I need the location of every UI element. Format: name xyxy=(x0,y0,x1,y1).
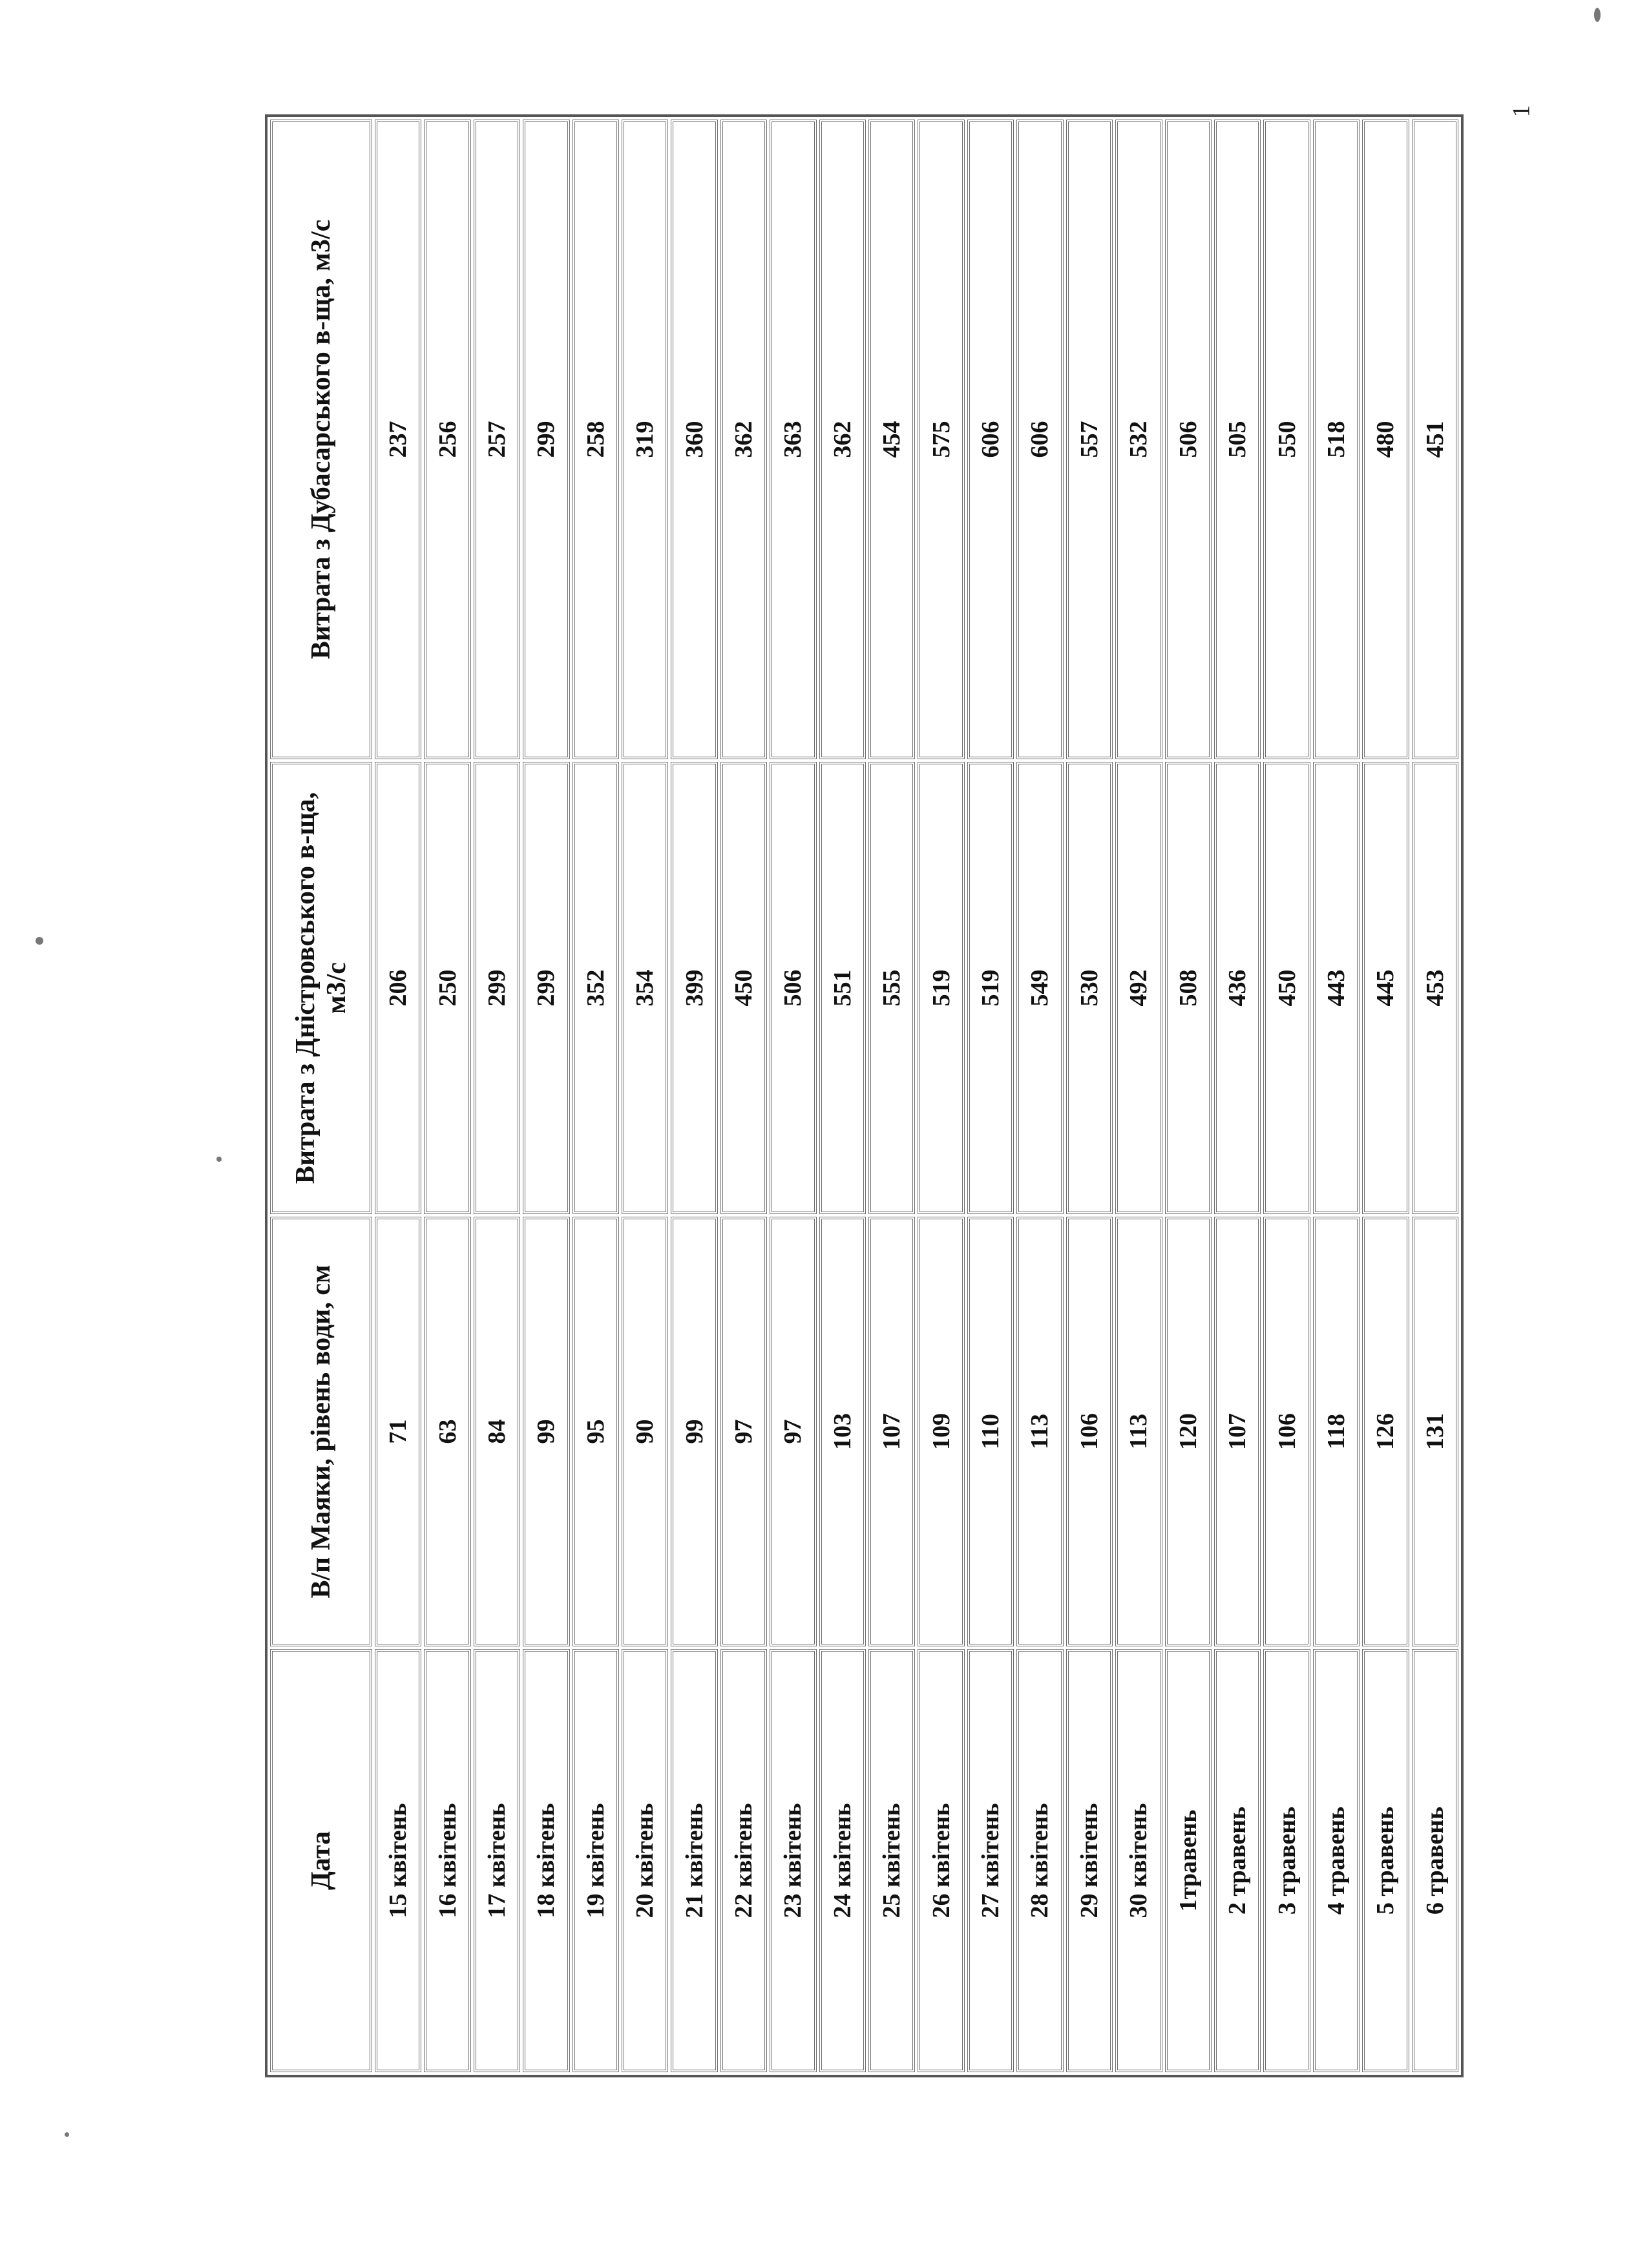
date-cell: 3 травень xyxy=(1263,1649,1310,2072)
table-row xyxy=(918,120,964,2072)
water-level-cell: 113 xyxy=(1016,1217,1063,1646)
date-cell: 15 квітень xyxy=(375,1649,421,2072)
dnister-discharge-cell: 551 xyxy=(819,762,866,1214)
header-dnister-discharge: Витрата з Дністровського в-ща, м3/с xyxy=(270,762,372,1214)
water-level-cell: 95 xyxy=(572,1217,619,1646)
water-level-cell: 120 xyxy=(1165,1217,1212,1646)
dubasar-discharge-cell: 237 xyxy=(375,120,421,759)
dubasar-discharge-cell: 258 xyxy=(572,120,619,759)
water-level-cell: 103 xyxy=(819,1217,866,1646)
table-row xyxy=(671,120,717,2072)
dnister-discharge-cell: 555 xyxy=(868,762,915,1214)
water-level-cell: 97 xyxy=(720,1217,767,1646)
scan-speck xyxy=(1594,8,1601,22)
date-cell: 18 квітень xyxy=(523,1649,569,2072)
date-cell: 29 квітень xyxy=(1066,1649,1113,2072)
rotated-table-inner xyxy=(265,132,1464,2077)
date-cell: 24 квітень xyxy=(819,1649,866,2072)
dnister-discharge-cell: 399 xyxy=(671,762,717,1214)
water-level-cell: 106 xyxy=(1066,1217,1113,1646)
dubasar-discharge-cell: 557 xyxy=(1066,120,1113,759)
water-level-cell: 97 xyxy=(770,1217,816,1646)
table-row xyxy=(1115,120,1162,2072)
water-level-cell: 63 xyxy=(424,1217,470,1646)
water-level-cell: 107 xyxy=(868,1217,915,1646)
table-row xyxy=(967,120,1014,2072)
date-cell: 1травень xyxy=(1165,1649,1212,2072)
table-row xyxy=(1165,120,1212,2072)
dnister-discharge-cell: 443 xyxy=(1313,762,1360,1214)
dnister-discharge-cell: 206 xyxy=(375,762,421,1214)
dubasar-discharge-cell: 550 xyxy=(1263,120,1310,759)
rotated-table-wrapper xyxy=(265,132,1464,2077)
date-cell: 25 квітень xyxy=(868,1649,915,2072)
header-dubasar-discharge: Витрата з Дубасарського в-ща, м3/с xyxy=(270,120,372,759)
water-level-cell: 131 xyxy=(1412,1217,1458,1646)
dubasar-discharge-cell: 518 xyxy=(1313,120,1360,759)
date-cell: 28 квітень xyxy=(1016,1649,1063,2072)
dnister-discharge-cell: 450 xyxy=(720,762,767,1214)
table-row xyxy=(819,120,866,2072)
date-cell: 17 квітень xyxy=(474,1649,520,2072)
date-cell: 20 квітень xyxy=(622,1649,668,2072)
date-cell: 22 квітень xyxy=(720,1649,767,2072)
dubasar-discharge-cell: 506 xyxy=(1165,120,1212,759)
dubasar-discharge-cell: 606 xyxy=(967,120,1014,759)
dubasar-discharge-cell: 360 xyxy=(671,120,717,759)
dnister-discharge-cell: 436 xyxy=(1214,762,1261,1214)
table-header-row xyxy=(270,120,372,2072)
table-row xyxy=(474,120,520,2072)
date-cell: 5 травень xyxy=(1362,1649,1409,2072)
dubasar-discharge-cell: 299 xyxy=(523,120,569,759)
water-level-cell: 126 xyxy=(1362,1217,1409,1646)
header-water-level: В/п Маяки, рівень води, см xyxy=(270,1217,372,1646)
dnister-discharge-cell: 519 xyxy=(967,762,1014,1214)
table-body xyxy=(375,120,1458,2072)
table-row xyxy=(1313,120,1360,2072)
dnister-discharge-cell: 299 xyxy=(523,762,569,1214)
water-level-cell: 118 xyxy=(1313,1217,1360,1646)
date-cell: 19 квітень xyxy=(572,1649,619,2072)
dubasar-discharge-cell: 505 xyxy=(1214,120,1261,759)
date-cell: 4 травень xyxy=(1313,1649,1360,2072)
date-cell: 30 квітень xyxy=(1115,1649,1162,2072)
dubasar-discharge-cell: 480 xyxy=(1362,120,1409,759)
date-cell: 26 квітень xyxy=(918,1649,964,2072)
date-cell: 16 квітень xyxy=(424,1649,470,2072)
dubasar-discharge-cell: 575 xyxy=(918,120,964,759)
water-level-cell: 113 xyxy=(1115,1217,1162,1646)
water-level-cell: 99 xyxy=(671,1217,717,1646)
page-number: 1 xyxy=(1507,105,1535,118)
dubasar-discharge-cell: 256 xyxy=(424,120,470,759)
dnister-discharge-cell: 530 xyxy=(1066,762,1113,1214)
table-row xyxy=(1362,120,1409,2072)
water-level-cell: 84 xyxy=(474,1217,520,1646)
table-row xyxy=(424,120,470,2072)
dubasar-discharge-cell: 606 xyxy=(1016,120,1063,759)
dnister-discharge-cell: 450 xyxy=(1263,762,1310,1214)
dubasar-discharge-cell: 454 xyxy=(868,120,915,759)
table-row xyxy=(1016,120,1063,2072)
dnister-discharge-cell: 299 xyxy=(474,762,520,1214)
dnister-discharge-cell: 250 xyxy=(424,762,470,1214)
header-date: Дата xyxy=(270,1649,372,2072)
scan-speck xyxy=(36,937,43,945)
table-row xyxy=(523,120,569,2072)
water-level-table xyxy=(265,114,1464,2077)
table-row xyxy=(572,120,619,2072)
dnister-discharge-cell: 549 xyxy=(1016,762,1063,1214)
scan-speck xyxy=(65,2132,69,2137)
water-level-cell: 107 xyxy=(1214,1217,1261,1646)
dnister-discharge-cell: 352 xyxy=(572,762,619,1214)
table-row xyxy=(1263,120,1310,2072)
water-level-cell: 109 xyxy=(918,1217,964,1646)
table-row xyxy=(1066,120,1113,2072)
date-cell: 23 квітень xyxy=(770,1649,816,2072)
dnister-discharge-cell: 506 xyxy=(770,762,816,1214)
date-cell: 21 квітень xyxy=(671,1649,717,2072)
dnister-discharge-cell: 354 xyxy=(622,762,668,1214)
dubasar-discharge-cell: 362 xyxy=(720,120,767,759)
dubasar-discharge-cell: 319 xyxy=(622,120,668,759)
date-cell: 2 травень xyxy=(1214,1649,1261,2072)
dubasar-discharge-cell: 363 xyxy=(770,120,816,759)
dubasar-discharge-cell: 257 xyxy=(474,120,520,759)
water-level-cell: 106 xyxy=(1263,1217,1310,1646)
dnister-discharge-cell: 508 xyxy=(1165,762,1212,1214)
table-row xyxy=(770,120,816,2072)
dnister-discharge-cell: 445 xyxy=(1362,762,1409,1214)
table-row xyxy=(375,120,421,2072)
table-row xyxy=(622,120,668,2072)
date-cell: 6 травень xyxy=(1412,1649,1458,2072)
water-level-cell: 90 xyxy=(622,1217,668,1646)
dubasar-discharge-cell: 532 xyxy=(1115,120,1162,759)
table-row xyxy=(1412,120,1458,2072)
date-cell: 27 квітень xyxy=(967,1649,1014,2072)
table-row xyxy=(868,120,915,2072)
scan-speck xyxy=(216,1157,222,1162)
dubasar-discharge-cell: 362 xyxy=(819,120,866,759)
table-row xyxy=(720,120,767,2072)
water-level-cell: 110 xyxy=(967,1217,1014,1646)
dnister-discharge-cell: 492 xyxy=(1115,762,1162,1214)
water-level-cell: 71 xyxy=(375,1217,421,1646)
dnister-discharge-cell: 519 xyxy=(918,762,964,1214)
dnister-discharge-cell: 453 xyxy=(1412,762,1458,1214)
table-row xyxy=(1214,120,1261,2072)
water-level-cell: 99 xyxy=(523,1217,569,1646)
dubasar-discharge-cell: 451 xyxy=(1412,120,1458,759)
